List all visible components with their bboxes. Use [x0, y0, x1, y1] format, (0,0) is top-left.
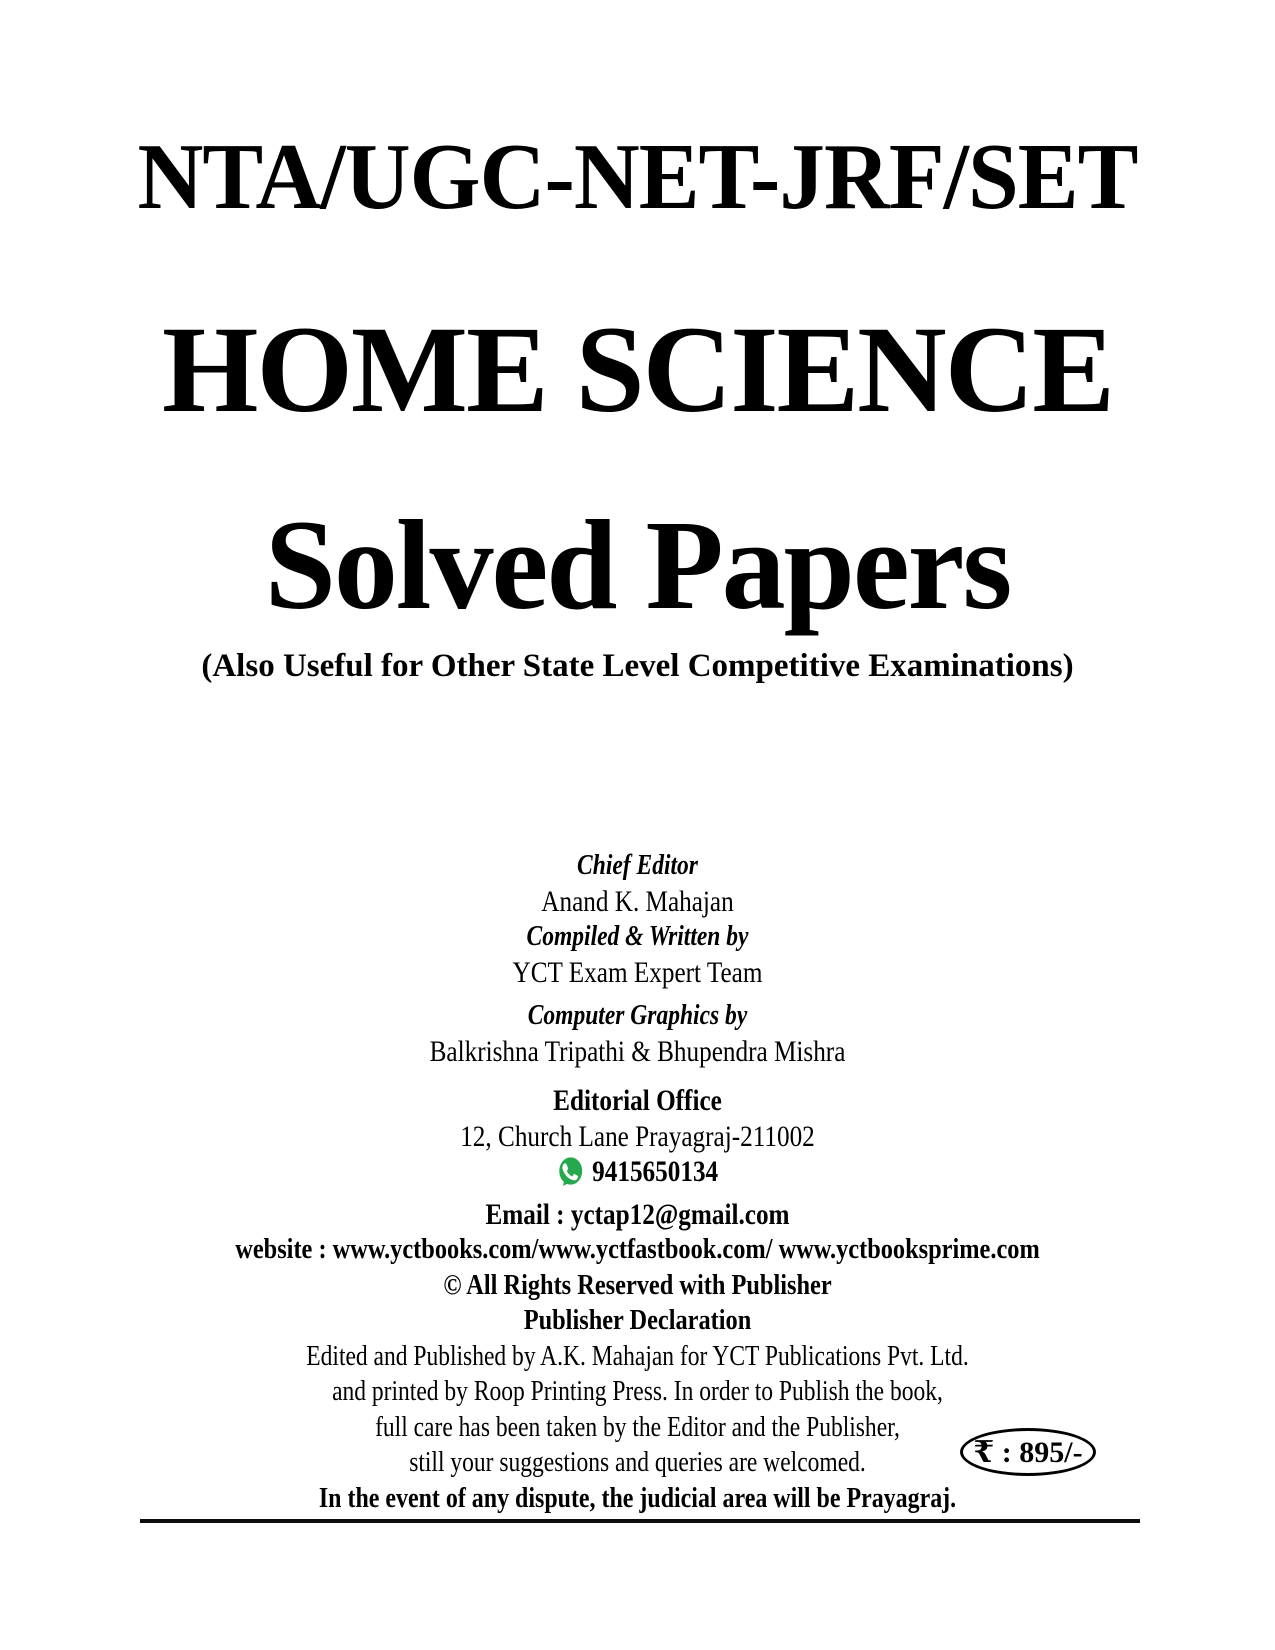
declaration-line: still your suggestions and queries are welcomed.: [409, 1447, 866, 1478]
whatsapp-bubble: [559, 1157, 582, 1184]
editorial-office-address: 12, Church Lane Prayagraj-211002: [460, 1119, 815, 1153]
email-line: Email : yctap12@gmail.com: [485, 1197, 790, 1231]
publisher-declaration-heading: Publisher Declaration: [523, 1304, 752, 1336]
subtitle-note: (Also Useful for Other State Level Competitive Examinations): [201, 648, 1074, 684]
computer-graphics-label: Computer Graphics by: [527, 1000, 748, 1031]
price-badge: [960, 1428, 1096, 1476]
footer-rule: [140, 1519, 1140, 1523]
chief-editor-name: Anand K. Mahajan: [541, 884, 734, 918]
computer-graphics-names: Balkrishna Tripathi & Bhupendra Mishra: [429, 1034, 846, 1068]
price-label: ₹ : 895/-: [973, 1435, 1083, 1469]
phone-line: [102, 1154, 1173, 1197]
series-title: Solved Papers: [264, 494, 1011, 636]
whatsapp-icon: [557, 1156, 584, 1197]
website-line: website : www.yctbooks.com/www.yctfastbook.com/ www.yctbooksprime.com: [235, 1233, 1040, 1265]
compiled-by-name: YCT Exam Expert Team: [512, 955, 763, 989]
subject-title: HOME SCIENCE: [162, 301, 1113, 438]
dispute-line: In the event of any dispute, the judicial area will be Prayagraj.: [318, 1482, 957, 1514]
declaration-line: and printed by Roop Printing Press. In order to Publish the book,: [332, 1376, 943, 1407]
compiled-by-label: Compiled & Written by: [526, 921, 749, 952]
editorial-office-heading: Editorial Office: [553, 1084, 722, 1117]
rights-line: © All Rights Reserved with Publisher: [443, 1268, 832, 1301]
imprint-block: [102, 848, 1173, 1516]
chief-editor-label: Chief Editor: [577, 850, 698, 881]
declaration-line: full care has been taken by the Editor and the Publisher,: [375, 1411, 900, 1443]
declaration-line: Edited and Published by A.K. Mahajan for YCT Publications Pvt. Ltd.: [306, 1340, 969, 1372]
exam-title: NTA/UGC-NET-JRF/SET: [137, 125, 1138, 229]
phone-number: 9415650134: [592, 1155, 719, 1188]
